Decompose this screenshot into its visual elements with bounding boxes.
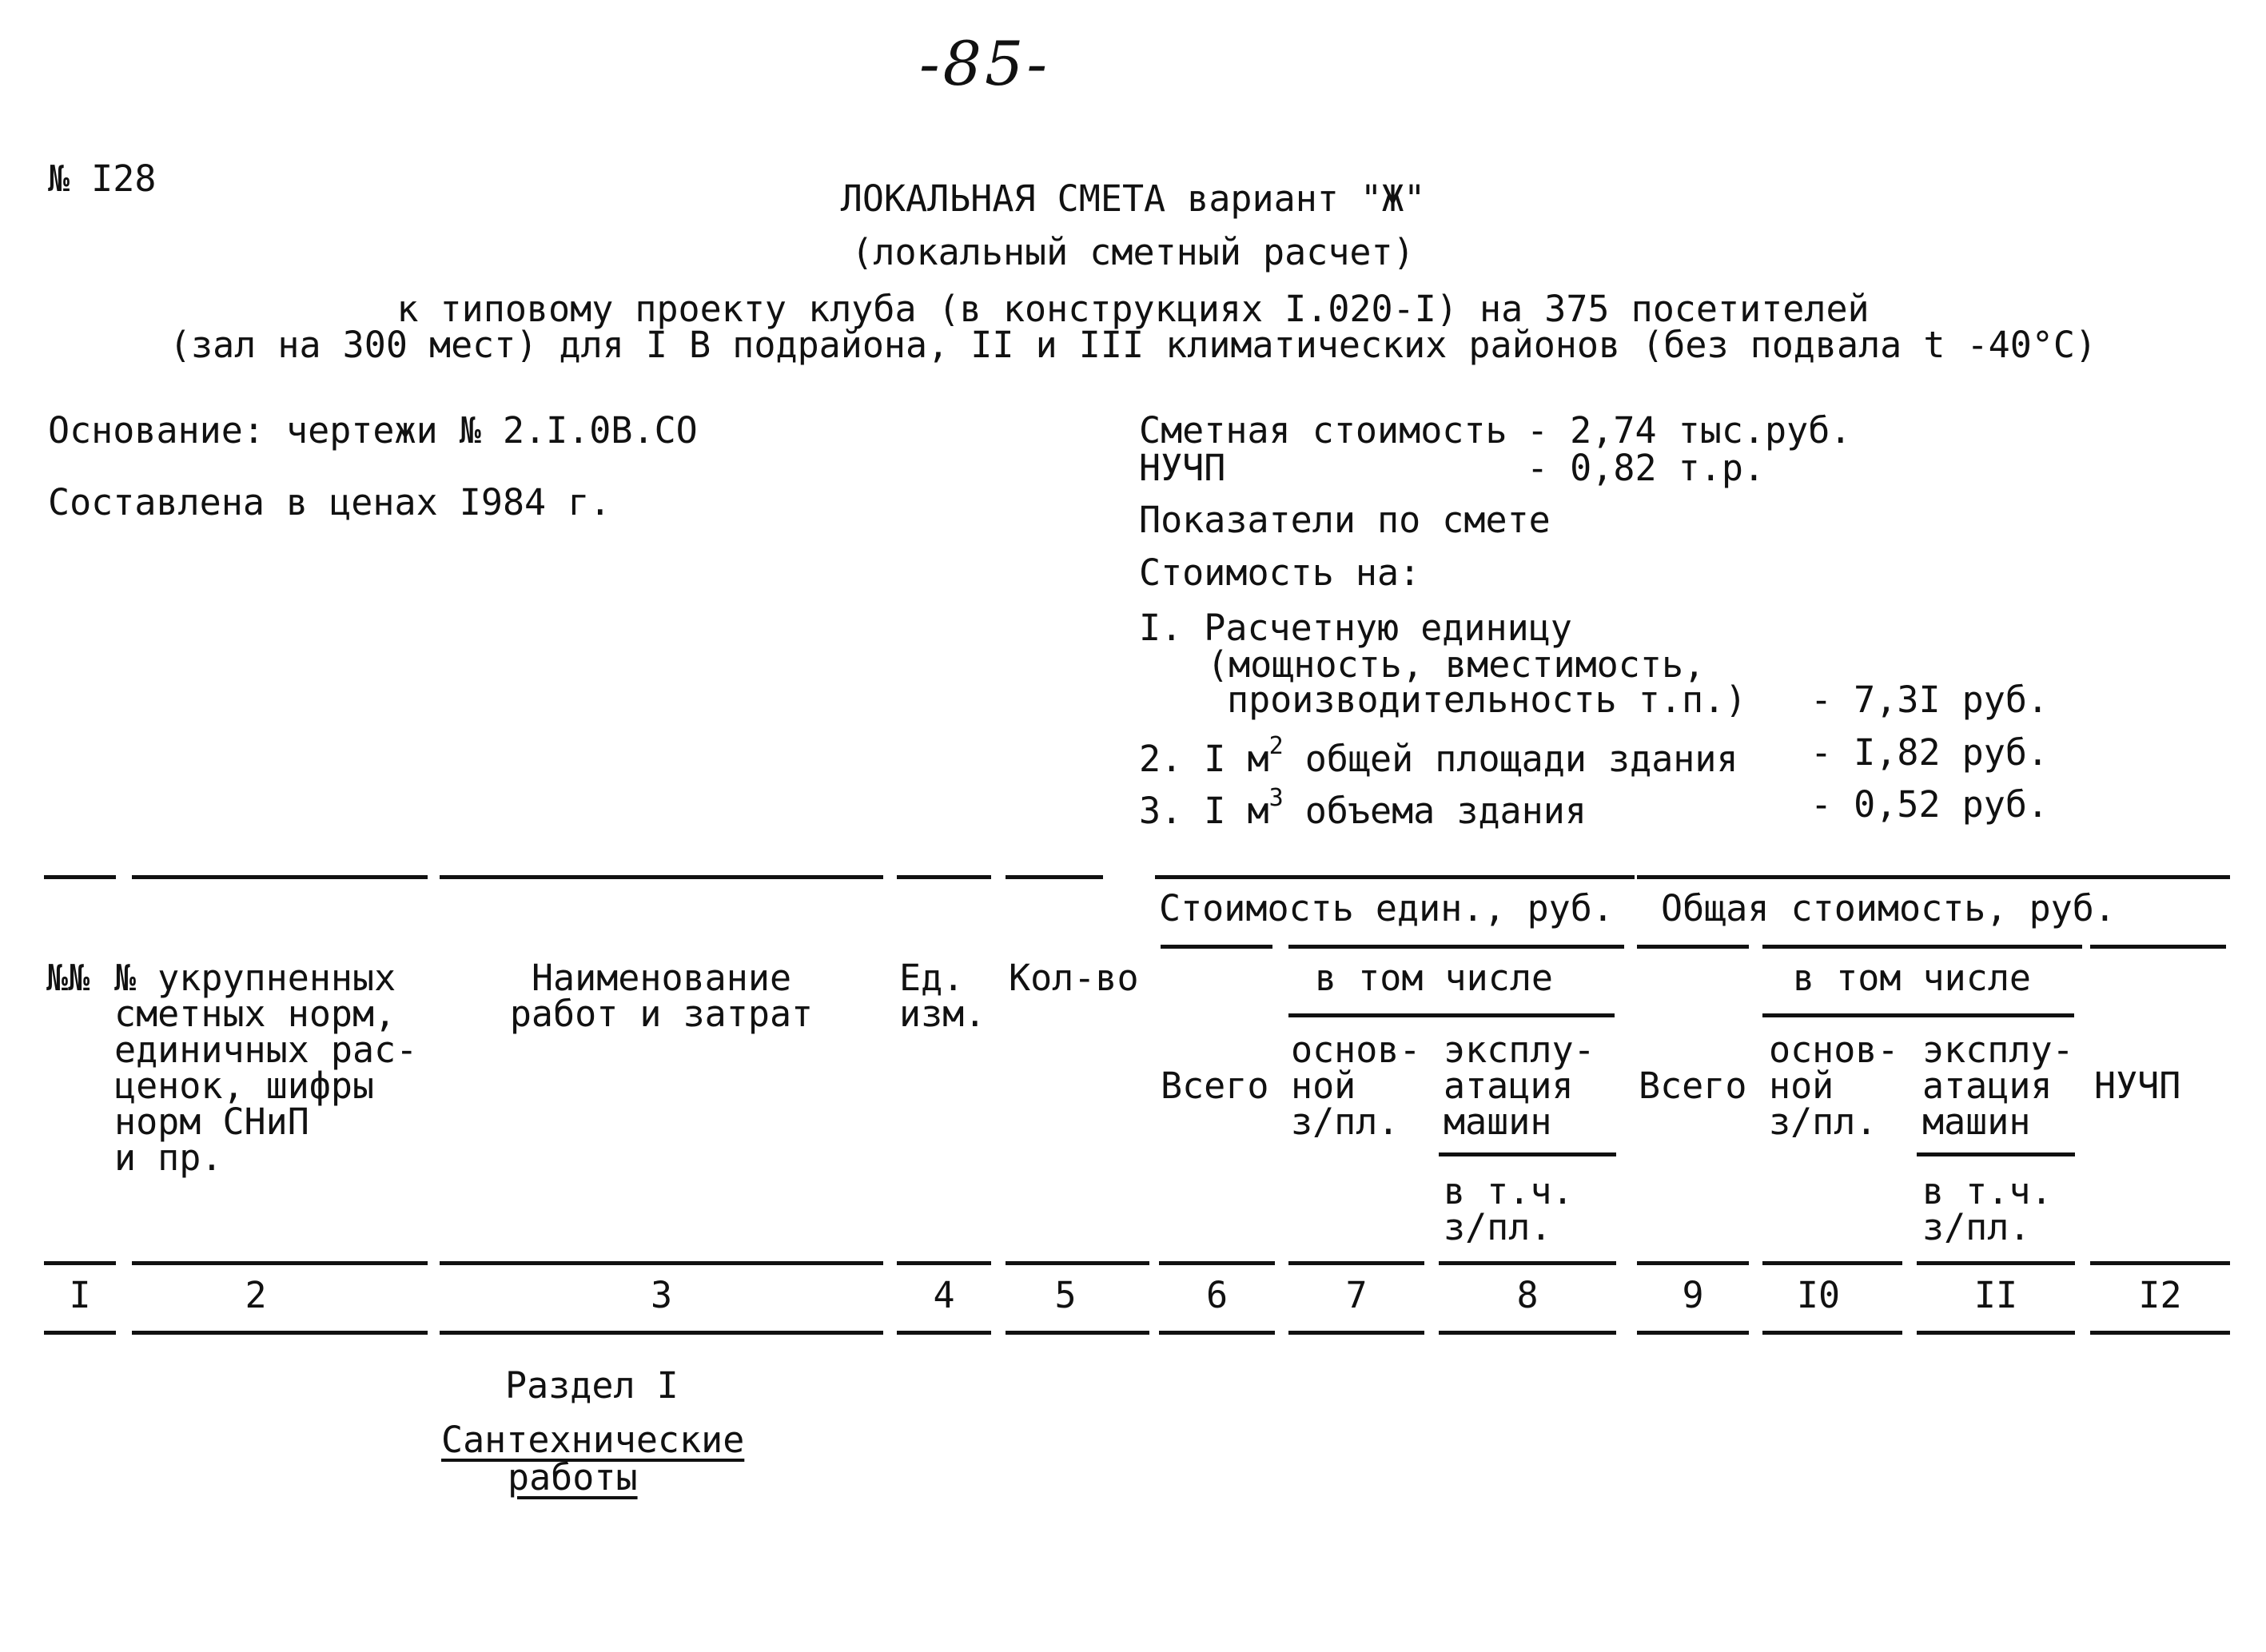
col-header-6: Всего [1161,1065,1269,1107]
col-number-9: 9 [1682,1274,1704,1316]
subgroup-rule [1762,1013,2074,1017]
col-header-9: Всего [1639,1065,1747,1107]
indicator-3-value: - 0,52 руб. [1810,783,2049,826]
numbers-bottom-rule [132,1331,428,1335]
numbers-top-rule [1439,1261,1616,1265]
col-header-2-line6: и пр. [114,1136,223,1179]
table-top-rule [1637,875,2230,879]
col-header-11-line2: атация [1922,1065,2053,1107]
col-header-2-line3: единичных рас- [114,1029,418,1071]
col-header-10-line1: основ- [1769,1029,1899,1071]
col-header-11-sub-line1: в т.ч. [1922,1170,2053,1212]
machines-sub-rule [1917,1152,2075,1156]
group-rule [1288,945,1624,949]
col-header-8-line2: атация [1444,1065,1574,1107]
col-header-2-line1: № укрупненных [114,957,396,999]
col-header-7-line2: ной [1291,1065,1356,1107]
numbers-bottom-rule [1159,1331,1275,1335]
col-header-10-line2: ной [1769,1065,1834,1107]
section-title-line1: Сантехнические [441,1419,745,1461]
numbers-top-rule [1762,1261,1902,1265]
indicator-3-label: 3. I $м^3$ объема здания [1139,784,1587,832]
col-number-8: 8 [1516,1274,1539,1316]
numbers-bottom-rule [897,1331,991,1335]
col-number-12: I2 [2138,1274,2182,1316]
machines-sub-rule [1439,1152,1616,1156]
col-header-3-line2: работ и затрат [509,993,814,1035]
numbers-bottom-rule [1006,1331,1149,1335]
numbers-bottom-rule [2090,1331,2230,1335]
indicator-2-label: 2. I $м^2$ общей площади здания [1139,732,1738,780]
col-header-11-line1: эксплу- [1922,1029,2074,1071]
group-rule [1637,945,1749,949]
total-including-heading: в том числе [1793,957,2032,999]
indicator-1-line3: производительность т.п.) [1227,679,1747,721]
col-header-1: №№ [46,957,90,999]
col-header-2-line2: сметных норм, [114,993,396,1035]
table-top-rule [897,875,991,879]
numbers-top-rule [440,1261,883,1265]
col-number-2: 2 [245,1274,267,1316]
numbers-top-rule [132,1261,428,1265]
section-label: Раздел I [505,1364,679,1407]
numbers-bottom-rule [44,1331,116,1335]
indicator-3-superscript: 3 [1268,784,1284,812]
unit-including-heading: в том числе [1315,957,1554,999]
col-header-7-line3: з/пл. [1291,1101,1400,1143]
col-header-11-line3: машин [1922,1101,2031,1143]
numbers-top-rule [1288,1261,1424,1265]
col-header-2-line4: ценок, шифры [114,1065,375,1107]
page-number: -85- [919,28,1051,99]
col-header-4-line1: Ед. [899,957,965,999]
prices-year-text: Составлена в ценах I984 г. [48,481,611,523]
group-rule [1762,945,2082,949]
group-rule [2090,945,2226,949]
col-header-3-line1: Наименование [531,957,792,999]
col-number-4: 4 [933,1274,955,1316]
col-header-8-sub-line1: в т.ч. [1444,1170,1574,1212]
group-rule [1161,945,1272,949]
numbers-bottom-rule [1637,1331,1749,1335]
col-header-8-sub-line2: з/пл. [1444,1206,1552,1248]
col-number-3: 3 [650,1274,673,1316]
total-cost-heading: Общая стоимость, руб. [1661,887,2116,929]
numbers-top-rule [44,1261,116,1265]
table-top-rule [1155,875,1635,879]
numbers-bottom-rule [440,1331,883,1335]
indicator-2-value: - I,82 руб. [1810,731,2049,774]
col-number-10: I0 [1796,1274,1841,1316]
estimated-cost-label: Сметная стоимость [1139,409,1507,452]
col-header-5: Кол-во [1009,957,1139,999]
col-header-8-line1: эксплу- [1444,1029,1595,1071]
numbers-top-rule [2090,1261,2230,1265]
col-number-6: 6 [1205,1274,1229,1316]
numbers-top-rule [1006,1261,1149,1265]
indicator-2-superscript: 2 [1268,732,1284,760]
subgroup-rule [1288,1013,1615,1017]
numbers-top-rule [897,1261,991,1265]
numbers-bottom-rule [1917,1331,2075,1335]
numbers-top-rule [1637,1261,1749,1265]
estimated-cost-value: - 2,74 тыс.руб. [1527,409,1852,452]
table-top-rule [1006,875,1103,879]
col-header-7-line1: основ- [1291,1029,1421,1071]
col-header-10-line3: з/пл. [1769,1101,1878,1143]
indicators-heading: Показатели по смете [1139,499,1551,541]
unit-cost-heading: Стоимость един., руб. [1159,887,1614,929]
col-number-1: I [69,1274,91,1316]
indicator-1-line1: I. Расчетную единицу [1139,607,1572,649]
document-title: ЛОКАЛЬНАЯ СМЕТА вариант "Ж" [840,177,1426,220]
col-number-7: 7 [1345,1274,1368,1316]
col-header-12: НУЧП [2094,1065,2181,1107]
section-title-line2: работы [508,1456,638,1499]
table-top-rule [44,875,116,879]
col-header-4-line2: изм. [899,993,986,1035]
nuchp-value: - 0,82 т.р. [1527,447,1766,489]
cost-for-label: Стоимость на: [1139,551,1421,594]
indicator-1-line2: (мощность, вместимость, [1207,643,1706,686]
col-number-5: 5 [1054,1274,1077,1316]
numbers-top-rule [1917,1261,2075,1265]
col-header-8-line3: машин [1444,1101,1552,1143]
table-top-rule [440,875,883,879]
table-top-rule [132,875,428,879]
document-subtitle: (локальный сметный расчет) [851,231,1415,273]
col-header-2-line5: норм СНиП [114,1101,309,1143]
numbers-bottom-rule [1288,1331,1424,1335]
col-number-11: II [1973,1274,2018,1316]
col-header-11-sub-line2: з/пл. [1922,1206,2031,1248]
nuchp-label: НУЧП [1139,447,1226,489]
basis-text: Основание: чертежи № 2.I.0В.СО [48,409,698,452]
indicator-1-value: - 7,3I руб. [1810,679,2049,721]
numbers-bottom-rule [1762,1331,1902,1335]
document-number: № I28 [48,157,157,200]
project-description: к типовому проекту клуба (в конструкциях I.020-I) на 375 посетителей [396,288,1870,330]
project-conditions: (зал на 300 мест) для I В подрайона, II и III климатических районов (без подвала t -40°С) [169,324,2097,366]
numbers-top-rule [1159,1261,1275,1265]
numbers-bottom-rule [1439,1331,1616,1335]
